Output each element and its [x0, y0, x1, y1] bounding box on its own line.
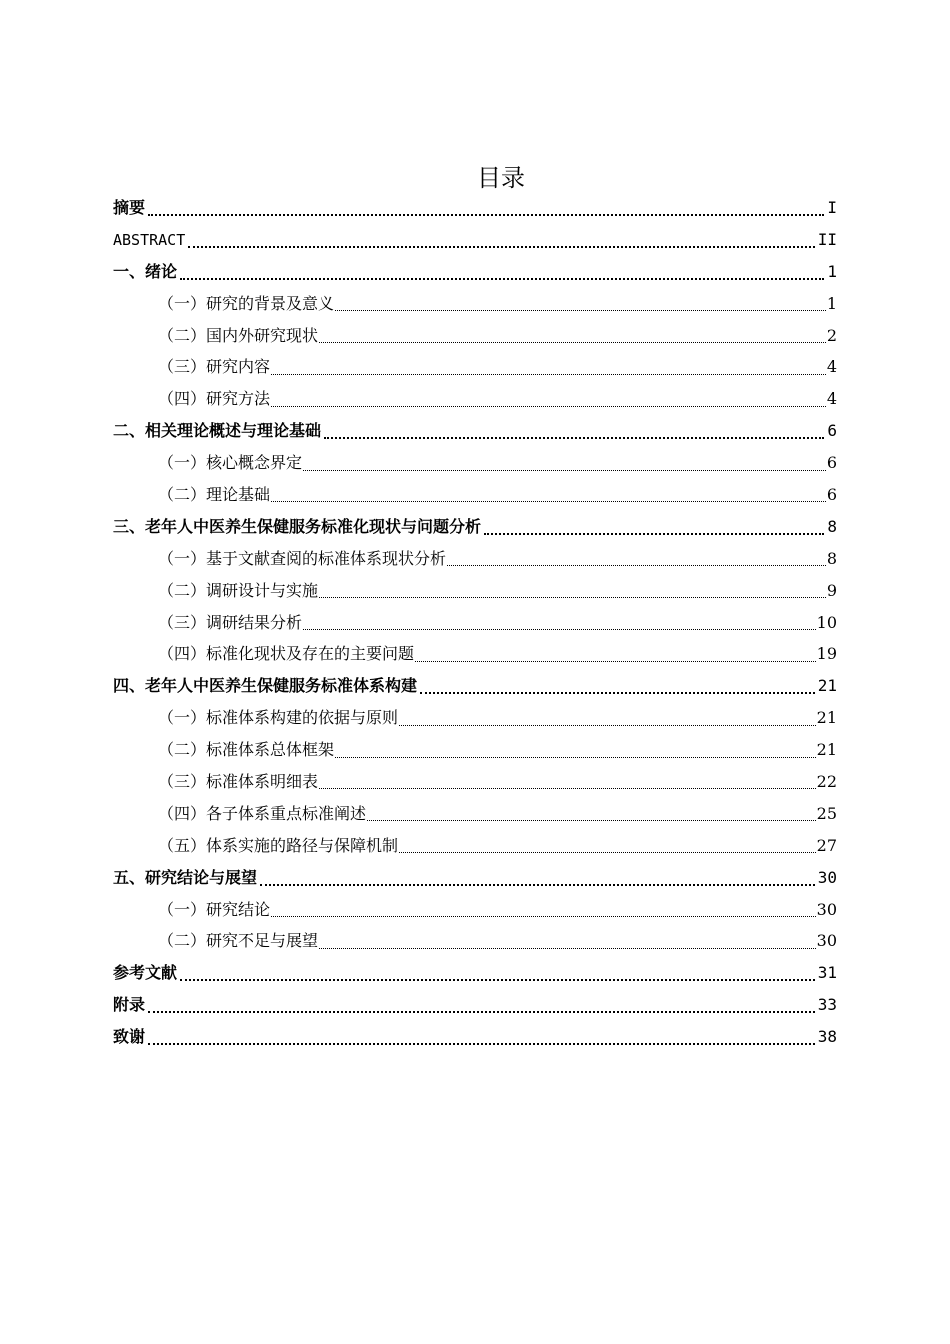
dot-leader [303, 470, 826, 471]
toc-entry-page-number: 30 [816, 899, 837, 919]
toc-entry[interactable] [113, 288, 837, 320]
toc-entry-page-number: 6 [826, 453, 837, 473]
dot-leader [319, 342, 826, 343]
dot-leader [180, 979, 815, 981]
toc-entry[interactable] [113, 702, 837, 734]
toc-entry[interactable] [113, 862, 837, 894]
toc-entry-page-number: 8 [826, 548, 837, 568]
toc-entry-label: 二、相关理论概述与理论基础 [113, 421, 322, 441]
toc-entry-label: 致谢 [113, 1027, 146, 1047]
dot-leader [271, 374, 826, 375]
toc-entry[interactable] [113, 925, 837, 957]
toc-entry[interactable] [113, 575, 837, 607]
toc-entry-label: （二）调研设计与实施 [158, 580, 319, 600]
toc-entry-page-number: 31 [817, 963, 837, 983]
toc-entry-page-number: 10 [816, 612, 837, 632]
dot-leader [319, 597, 826, 598]
dot-leader [148, 214, 824, 216]
toc-entry[interactable] [113, 894, 837, 926]
toc-entry-label: （四）标准化现状及存在的主要问题 [158, 644, 415, 664]
dot-leader [319, 788, 816, 789]
dot-leader [399, 852, 816, 853]
toc-entry-page-number: 1 [827, 261, 837, 281]
toc-entry[interactable] [113, 447, 837, 479]
toc-entry[interactable] [113, 989, 837, 1021]
toc-entry[interactable] [113, 670, 837, 702]
toc-entry-label: （四）研究方法 [158, 389, 271, 409]
toc-entry[interactable] [113, 957, 837, 989]
toc-entry-label: 摘要 [113, 198, 146, 217]
dot-leader [148, 1043, 815, 1045]
toc-entry[interactable] [113, 638, 837, 670]
toc-entry-page-number: 8 [827, 516, 837, 536]
dot-leader [303, 629, 816, 630]
toc-entry-label: 四、老年人中医养生保健服务标准体系构建 [113, 676, 418, 696]
toc-entry-label: 五、研究结论与展望 [113, 867, 258, 887]
toc-entry-page-number: 21 [816, 740, 837, 760]
toc-entry-page-number: 38 [817, 1027, 837, 1047]
toc-entry-label: 附录 [113, 995, 146, 1015]
dot-leader [180, 278, 824, 280]
dot-leader [335, 310, 826, 311]
toc-entry-page-number: 9 [826, 580, 837, 600]
dot-leader [319, 948, 816, 949]
toc-entry[interactable] [113, 351, 837, 383]
dot-leader [335, 757, 816, 758]
toc-entry-label: （一）基于文献查阅的标准体系现状分析 [158, 548, 447, 568]
toc-entry-label: （一）标准体系构建的依据与原则 [158, 708, 399, 728]
dot-leader [484, 533, 824, 535]
toc-entry-page-number: 1 [826, 293, 837, 313]
toc-entry[interactable] [113, 383, 837, 415]
toc-entry-page-number: 21 [817, 676, 837, 696]
toc-entry-page-number: 6 [827, 421, 837, 441]
toc-entry-page-number: 25 [816, 803, 837, 823]
toc-entry[interactable] [113, 607, 837, 639]
dot-leader [367, 820, 816, 821]
dot-leader [260, 884, 815, 886]
dot-leader [148, 1011, 815, 1013]
table-of-contents [113, 192, 837, 1053]
toc-entry-label: 一、绪论 [113, 261, 178, 281]
toc-entry-label: ABSTRACT [113, 230, 186, 249]
toc-entry[interactable] [113, 734, 837, 766]
toc-entry-page-number: I [827, 198, 837, 217]
dot-leader [271, 501, 826, 502]
toc-entry-page-number: 4 [826, 357, 837, 377]
toc-entry[interactable] [113, 543, 837, 575]
toc-entry-page-number: 33 [817, 995, 837, 1015]
toc-entry-page-number: 22 [816, 772, 837, 792]
toc-entry[interactable] [113, 798, 837, 830]
toc-entry-label: 参考文献 [113, 963, 178, 983]
toc-entry-label: （四）各子体系重点标准阐述 [158, 803, 367, 823]
toc-entry-label: （三）研究内容 [158, 357, 271, 377]
toc-entry[interactable] [113, 511, 837, 543]
toc-entry-label: （三）标准体系明细表 [158, 772, 319, 792]
toc-entry[interactable] [113, 256, 837, 288]
dot-leader [420, 692, 815, 694]
toc-entry-page-number: 21 [816, 708, 837, 728]
dot-leader [188, 246, 814, 248]
toc-entry-page-number: 4 [826, 389, 837, 409]
toc-entry[interactable] [113, 1021, 837, 1053]
dot-leader [415, 661, 816, 662]
toc-entry-label: （二）国内外研究现状 [158, 325, 319, 345]
dot-leader [447, 565, 826, 566]
toc-entry-page-number: II [817, 229, 837, 249]
toc-entry[interactable] [113, 192, 837, 224]
toc-entry-label: （一）核心概念界定 [158, 453, 303, 473]
dot-leader [324, 437, 824, 439]
toc-entry-label: （一）研究结论 [158, 899, 271, 919]
toc-entry-label: 三、老年人中医养生保健服务标准化现状与问题分析 [113, 516, 482, 536]
toc-entry[interactable] [113, 479, 837, 511]
toc-entry[interactable] [113, 320, 837, 352]
toc-entry-page-number: 27 [816, 835, 837, 855]
toc-entry-page-number: 19 [816, 644, 837, 664]
toc-entry[interactable] [113, 415, 837, 447]
toc-entry-label: （五）体系实施的路径与保障机制 [158, 835, 399, 855]
toc-entry-label: （二）研究不足与展望 [158, 931, 319, 951]
toc-entry[interactable] [113, 830, 837, 862]
dot-leader [271, 916, 816, 917]
dot-leader [399, 725, 816, 726]
toc-entry-page-number: 30 [817, 867, 837, 887]
toc-entry-label: （三）调研结果分析 [158, 612, 303, 632]
toc-entry-label: （一）研究的背景及意义 [158, 293, 335, 313]
dot-leader [271, 406, 826, 407]
toc-entry-label: （二）理论基础 [158, 485, 271, 505]
toc-entry-label: （二）标准体系总体框架 [158, 740, 335, 760]
toc-entry-page-number: 2 [826, 325, 837, 345]
toc-entry-page-number: 6 [826, 485, 837, 505]
toc-entry-page-number: 30 [816, 931, 837, 951]
toc-entry[interactable] [113, 766, 837, 798]
page-title: 目录 [477, 164, 525, 193]
toc-entry[interactable] [113, 224, 837, 256]
